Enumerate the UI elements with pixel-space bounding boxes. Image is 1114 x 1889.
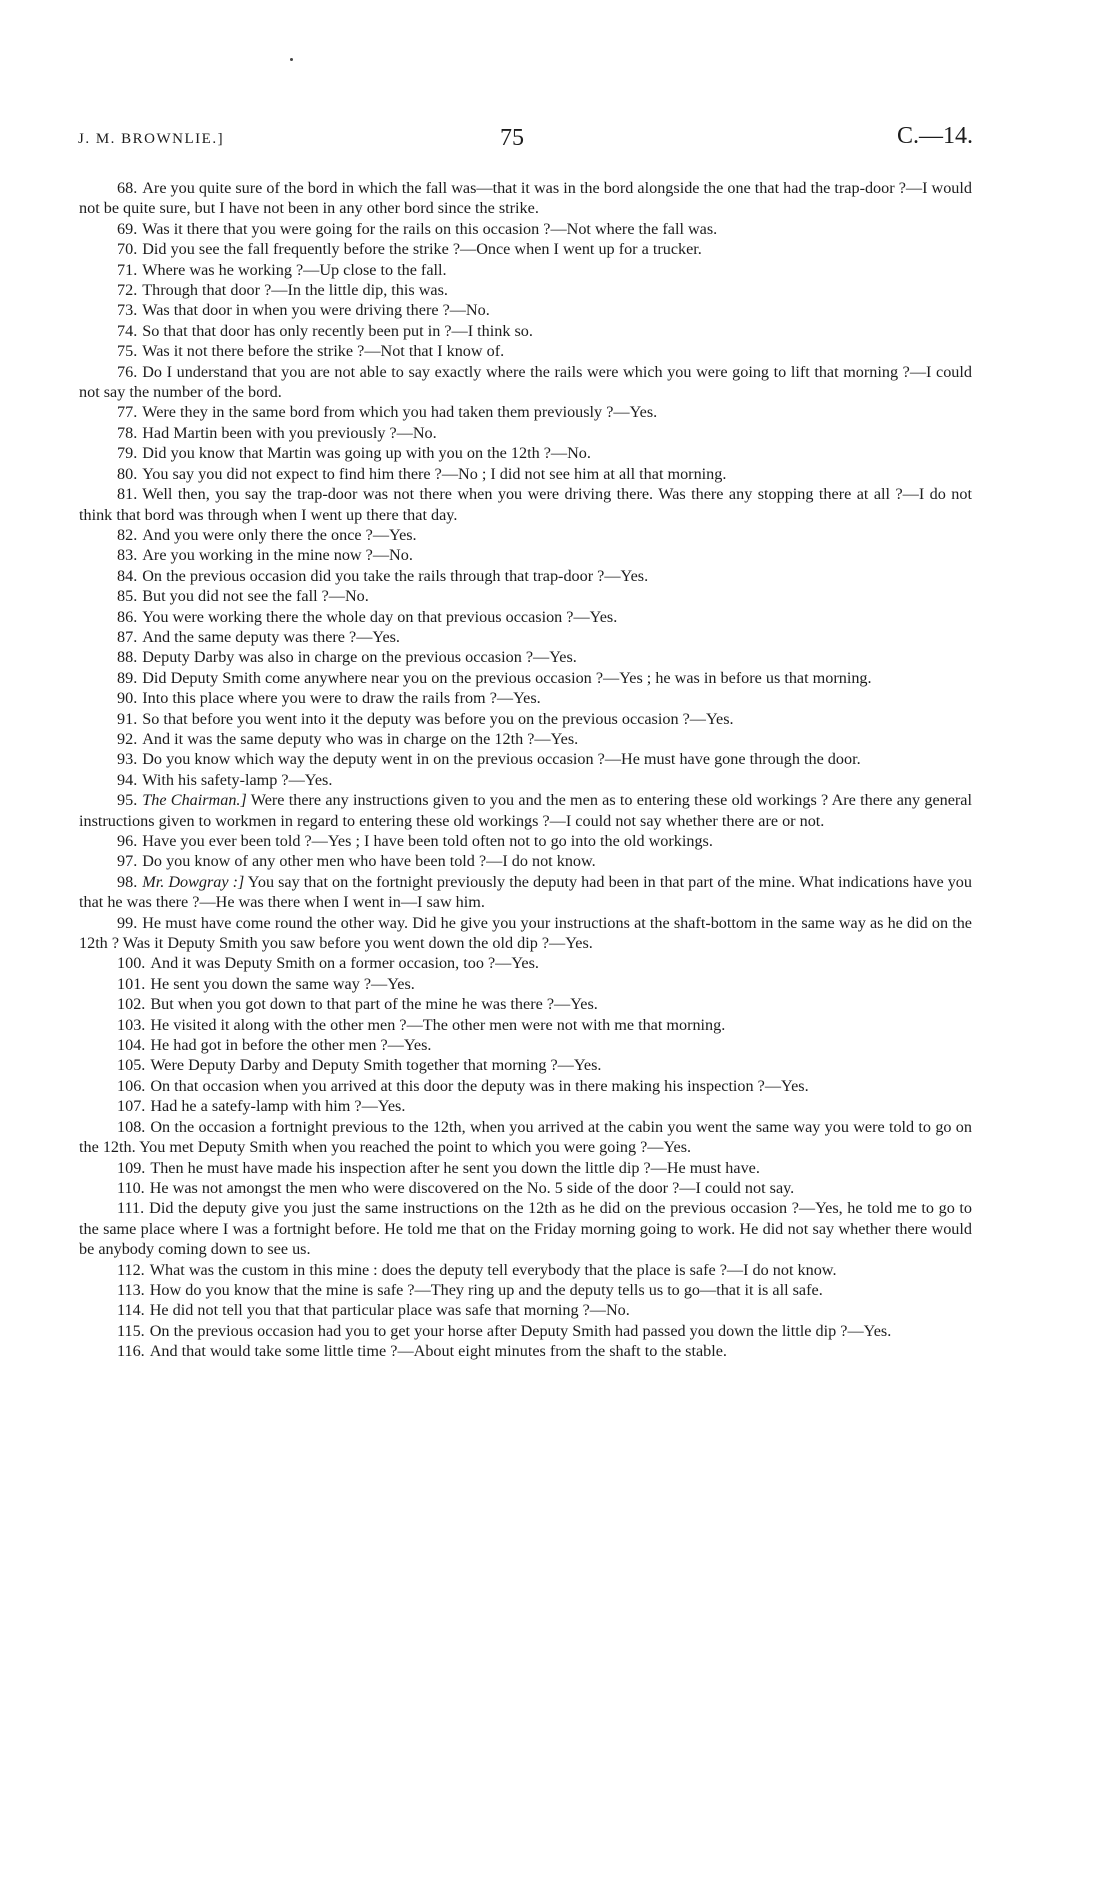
question-number: 100. xyxy=(117,954,146,973)
question-number: 99. xyxy=(117,913,138,932)
testimony-paragraph xyxy=(79,668,972,688)
question-number: 109. xyxy=(117,1158,146,1177)
question-answer-text: You were working there the whole day on that previous occasion ?—Yes. xyxy=(142,607,618,626)
question-answer-text: But you did not see the fall ?—No. xyxy=(142,587,369,606)
question-number: 116. xyxy=(117,1342,145,1361)
question-answer-text: He had got in before the other men ?—Yes. xyxy=(150,1036,432,1055)
testimony-paragraph xyxy=(79,729,972,749)
testimony-paragraph xyxy=(79,1096,972,1116)
question-number: 98. xyxy=(117,872,138,891)
question-answer-text: But when you got down to that part of the mine he was there ?—Yes. xyxy=(150,995,598,1014)
question-answer-text: So that that door has only recently been put in ?—I think so. xyxy=(142,321,533,340)
question-number: 94. xyxy=(117,770,138,789)
question-answer-text: You say you did not expect to find him there ?—No ; I did not see him at all that morning. xyxy=(142,464,727,483)
question-answer-text: Was it there that you were going for the rails on this occasion ?—Not where the fall was. xyxy=(142,219,718,238)
page-header xyxy=(78,123,973,157)
question-number: 86. xyxy=(117,607,138,626)
testimony-paragraph xyxy=(79,484,972,525)
paper-speck xyxy=(290,58,293,61)
testimony-paragraph xyxy=(79,321,972,341)
testimony-paragraph xyxy=(79,219,972,239)
question-answer-text: Had he a satefy-lamp with him ?—Yes. xyxy=(150,1097,406,1116)
question-number: 111. xyxy=(117,1199,145,1218)
question-answer-text: Have you ever been told ?—Yes ; I have been told often not to go into the old workings. xyxy=(142,832,713,850)
testimony-paragraph xyxy=(79,280,972,300)
question-answer-text: You say that on the fortnight previously the deputy had been in that part of the mine. What indications have you that he was there ?—He was there when I went in—I saw him. xyxy=(79,872,972,912)
testimony-paragraph xyxy=(79,1158,972,1178)
question-number: 85. xyxy=(117,587,138,606)
question-number: 69. xyxy=(117,219,138,238)
testimony-paragraph xyxy=(79,709,972,729)
testimony-paragraph xyxy=(79,1076,972,1096)
question-number: 82. xyxy=(117,525,138,544)
question-answer-text: With his safety-lamp ?—Yes. xyxy=(142,770,333,789)
testimony-paragraph xyxy=(79,872,972,913)
question-answer-text: And it was the same deputy who was in charge on the 12th ?—Yes. xyxy=(142,729,579,748)
testimony-paragraph xyxy=(79,1178,972,1198)
testimony-paragraph xyxy=(79,851,972,871)
question-number: 97. xyxy=(117,852,138,871)
question-answer-text: He did not tell you that that particular place was safe that morning ?—No. xyxy=(149,1301,630,1320)
testimony-paragraph xyxy=(79,749,972,769)
question-number: 115. xyxy=(117,1321,145,1340)
testimony-paragraph xyxy=(79,341,972,361)
testimony-paragraph xyxy=(79,260,972,280)
question-number: 71. xyxy=(117,260,138,279)
testimony-paragraph xyxy=(79,688,972,708)
question-number: 90. xyxy=(117,689,138,708)
question-number: 79. xyxy=(117,444,138,463)
question-number: 77. xyxy=(117,403,138,422)
testimony-paragraph xyxy=(79,464,972,484)
question-answer-text: On the previous occasion had you to get your horse after Deputy Smith had passed you down the little dip ?—Yes. xyxy=(149,1321,892,1340)
question-number: 106. xyxy=(117,1076,146,1095)
question-answer-text: He sent you down the same way ?—Yes. xyxy=(150,974,415,993)
testimony-paragraph xyxy=(79,994,972,1014)
question-number: 110. xyxy=(117,1178,145,1197)
question-number: 74. xyxy=(117,321,138,340)
testimony-paragraph xyxy=(79,1035,972,1055)
question-number: 68. xyxy=(117,179,138,197)
testimony-paragraph xyxy=(79,1055,972,1075)
testimony-paragraph xyxy=(79,1321,972,1341)
question-number: 95. xyxy=(117,791,138,810)
testimony-paragraph xyxy=(79,443,972,463)
question-number: 72. xyxy=(117,281,138,300)
testimony-paragraph xyxy=(79,423,972,443)
testimony-paragraph xyxy=(79,1300,972,1320)
question-number: 78. xyxy=(117,423,138,442)
question-number: 91. xyxy=(117,709,138,728)
question-answer-text: On the occasion a fortnight previous to the 12th, when you arrived at the cabin you went the same way you were told to go on the 12th. You met Deputy Smith when you reached the point to which you were going ?—Yes. xyxy=(79,1117,972,1157)
testimony-paragraph xyxy=(79,178,972,219)
question-answer-text: How do you know that the mine is safe ?—They ring up and the deputy tells us to go—that it is all safe. xyxy=(149,1280,823,1299)
testimony-paragraph xyxy=(79,1015,972,1035)
testimony-paragraph xyxy=(79,566,972,586)
testimony-paragraph xyxy=(79,1280,972,1300)
question-number: 107. xyxy=(117,1097,146,1116)
question-answer-text: Did the deputy give you just the same instructions on the 12th as he did on the previous occasion ?—Yes, he told me to go to the same place where I was a fortnight before. He told me that on the Friday morning going to work. He did not say whether there would be anybody coming down to see us. xyxy=(79,1199,972,1259)
question-answer-text: Were they in the same bord from which you had taken them previously ?—Yes. xyxy=(142,403,658,422)
question-answer-text: Where was he working ?—Up close to the fall. xyxy=(142,260,447,279)
question-answer-text: And the same deputy was there ?—Yes. xyxy=(142,627,400,646)
testimony-paragraph xyxy=(79,913,972,954)
question-answer-text: Well then, you say the trap-door was not there when you were driving there. Was there any stopping there at all ?—I do not think that bord was through when I went up there that day. xyxy=(79,485,972,524)
question-answer-text: He must have come round the other way. Did he give you your instructions at the shaft-bottom in the same way as he did on the 12th ? Was it Deputy Smith you saw before you went down the old dip ?—Yes. xyxy=(79,913,972,953)
running-head: J. M. BROWNLIE.] xyxy=(78,131,225,147)
testimony-paragraph xyxy=(79,627,972,647)
question-answer-text: Are you quite sure of the bord in which the fall was—that it was in the bord alongside the one that had the trap-door ?—I would not be quite sure, but I have not been in any other bord since the strike. xyxy=(79,179,972,218)
question-answer-text: Had Martin been with you previously ?—No. xyxy=(142,423,437,442)
question-answer-text: Through that door ?—In the little dip, this was. xyxy=(142,281,448,300)
question-number: 113. xyxy=(117,1280,145,1299)
testimony-paragraph xyxy=(79,362,972,403)
question-answer-text: Are you working in the mine now ?—No. xyxy=(142,546,413,565)
question-answer-text: On that occasion when you arrived at this door the deputy was in there making his inspection ?—Yes. xyxy=(150,1076,809,1095)
question-answer-text: So that before you went into it the deputy was before you on the previous occasion ?—Yes. xyxy=(142,709,734,728)
question-answer-text: And that would take some little time ?—About eight minutes from the shaft to the stable. xyxy=(149,1342,727,1361)
question-number: 76. xyxy=(117,362,138,381)
question-number: 92. xyxy=(117,729,138,748)
question-answer-text: What was the custom in this mine : does the deputy tell everybody that the place is safe ?—I do not know. xyxy=(149,1260,837,1279)
question-number: 80. xyxy=(117,464,138,483)
question-number: 96. xyxy=(117,832,138,850)
testimony-paragraph xyxy=(79,1341,972,1361)
paper-reference: C.—14. xyxy=(896,123,973,149)
page-number: 75 xyxy=(500,125,524,151)
question-answer-text: Were Deputy Darby and Deputy Smith together that morning ?—Yes. xyxy=(150,1056,602,1075)
question-answer-text: Do you know which way the deputy went in on the previous occasion ?—He must have gone through the door. xyxy=(142,750,861,769)
question-answer-text: Do you know of any other men who have been told ?—I do not know. xyxy=(142,852,596,871)
question-answer-text: Then he must have made his inspection after he sent you down the little dip ?—He must have. xyxy=(150,1158,760,1177)
question-number: 104. xyxy=(117,1036,146,1055)
testimony-body xyxy=(79,178,972,1362)
testimony-paragraph xyxy=(79,545,972,565)
testimony-paragraph xyxy=(79,525,972,545)
testimony-paragraph xyxy=(79,402,972,422)
question-number: 87. xyxy=(117,627,138,646)
testimony-paragraph xyxy=(79,770,972,790)
question-number: 114. xyxy=(117,1301,145,1320)
question-number: 102. xyxy=(117,995,146,1014)
question-answer-text: Did you see the fall frequently before the strike ?—Once when I went up for a trucker. xyxy=(142,240,702,259)
question-number: 73. xyxy=(117,301,138,320)
question-number: 81. xyxy=(117,485,138,504)
speaker-label: The Chairman.] xyxy=(142,791,247,810)
question-answer-text: Were there any instructions given to you and the men as to entering these old workings ? Are there any general instructions given to workmen in regard to entering these old workings ?—I could not say whether there are or not. xyxy=(79,791,972,830)
testimony-paragraph xyxy=(79,1117,972,1158)
question-number: 84. xyxy=(117,566,138,585)
question-answer-text: And you were only there the once ?—Yes. xyxy=(142,525,417,544)
question-answer-text: Was that door in when you were driving there ?—No. xyxy=(142,301,490,320)
question-answer-text: He was not amongst the men who were discovered on the No. 5 side of the door ?—I could not say. xyxy=(149,1178,795,1197)
question-number: 93. xyxy=(117,750,138,769)
question-answer-text: Do I understand that you are not able to say exactly where the rails were which you were going to lift that morning ?—I could not say the number of the bord. xyxy=(79,362,972,402)
question-number: 105. xyxy=(117,1056,146,1075)
testimony-paragraph xyxy=(79,239,972,259)
question-number: 103. xyxy=(117,1015,146,1034)
testimony-paragraph xyxy=(79,607,972,627)
testimony-paragraph xyxy=(79,1198,972,1259)
testimony-paragraph xyxy=(79,974,972,994)
question-number: 70. xyxy=(117,240,138,259)
question-number: 89. xyxy=(117,668,138,687)
testimony-paragraph xyxy=(79,586,972,606)
testimony-paragraph xyxy=(79,300,972,320)
testimony-paragraph xyxy=(79,831,972,851)
question-number: 88. xyxy=(117,648,138,667)
testimony-paragraph xyxy=(79,790,972,831)
speaker-label: Mr. Dowgray :] xyxy=(142,872,245,891)
question-answer-text: Did Deputy Smith come anywhere near you on the previous occasion ?—Yes ; he was in before us that morning. xyxy=(142,668,872,687)
question-answer-text: Did you know that Martin was going up with you on the 12th ?—No. xyxy=(142,444,591,463)
question-number: 83. xyxy=(117,546,138,565)
question-answer-text: Was it not there before the strike ?—Not that I know of. xyxy=(142,342,505,361)
testimony-paragraph xyxy=(79,953,972,973)
question-number: 108. xyxy=(117,1117,146,1136)
question-answer-text: On the previous occasion did you take the rails through that trap-door ?—Yes. xyxy=(142,566,649,585)
testimony-paragraph xyxy=(79,647,972,667)
question-number: 101. xyxy=(117,974,146,993)
question-answer-text: And it was Deputy Smith on a former occasion, too ?—Yes. xyxy=(150,954,539,973)
question-answer-text: He visited it along with the other men ?—The other men were not with me that morning. xyxy=(150,1015,726,1034)
testimony-paragraph xyxy=(79,1260,972,1280)
question-number: 112. xyxy=(117,1260,145,1279)
question-answer-text: Deputy Darby was also in charge on the previous occasion ?—Yes. xyxy=(142,648,577,667)
question-answer-text: Into this place where you were to draw the rails from ?—Yes. xyxy=(142,689,541,708)
question-number: 75. xyxy=(117,342,138,361)
